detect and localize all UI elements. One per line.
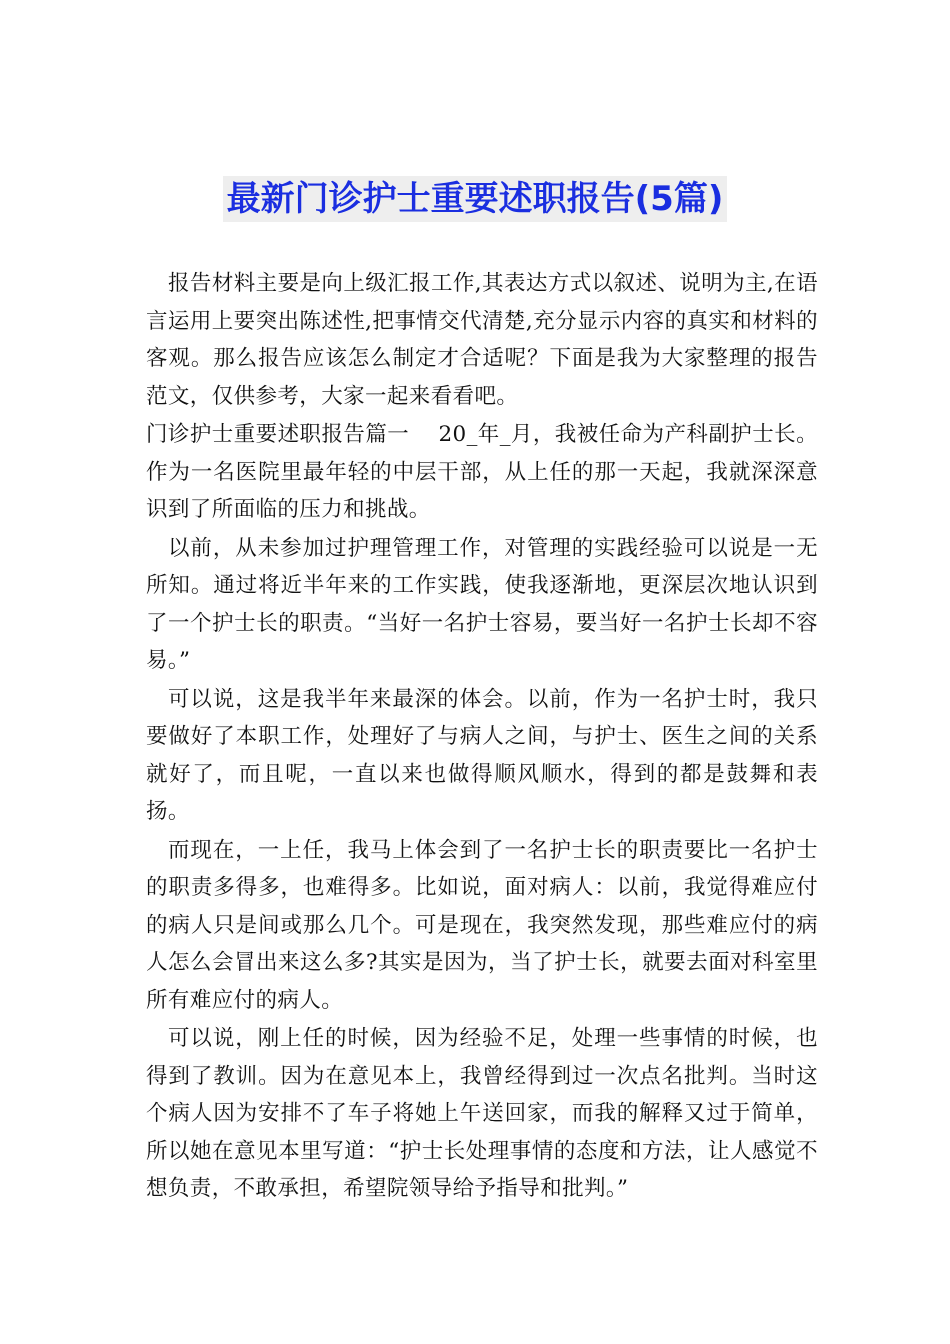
title-container	[0, 176, 950, 222]
paragraph-body: 而现在，一上任，我马上体会到了一名护士长的职责要比一名护士的职责多得多，也难得多。比如说，面对病人：以前，我觉得难应付的病人只是间或那么几个。可是现在，我突然发现，那些难应付的病人怎么会冒出来这么多?其实是因为，当了护士长，就要去面对科室里所有难应付的病人。	[146, 837, 818, 1013]
document-body	[146, 265, 818, 1208]
paragraph-body: 以前，从未参加过护理管理工作，对管理的实践经验可以说是一无所知。通过将近半年来的工作实践，使我逐渐地，更深层次地认识到了一个护士长的职责。“当好一名护士容易，要当好一名护士长却不容易。”	[146, 535, 818, 673]
document-title: 最新门诊护士重要述职报告(5篇)	[223, 176, 728, 222]
paragraph-body: 可以说，刚上任的时候，因为经验不足，处理一些事情的时候，也得到了教训。因为在意见本上，我曾经得到过一次点名批判。当时这个病人因为安排不了车子将她上午送回家，而我的解释又过于简单，所以她在意见本里写道：“护士长处理事情的态度和方法，让人感觉不想负责，不敢承担，希望院领导给予指导和批判。”	[146, 1026, 818, 1201]
paragraph-body: 可以说，这是我半年来最深的体会。以前，作为一名护士时，我只要做好了本职工作，处理好了与病人之间，与护士、医生之间的关系就好了，而且呢，一直以来也做得顺风顺水，得到的都是鼓舞和表扬。	[146, 686, 818, 824]
paragraph-section-heading: 门诊护士重要述职报告篇一 20_年_月，我被任命为产科副护士长。作为一名医院里最年轻的中层干部，从上任的那一天起，我就深深意识到了所面临的压力和挑战。	[146, 422, 818, 522]
paragraph-intro: 报告材料主要是向上级汇报工作,其表达方式以叙述、说明为主,在语言运用上要突出陈述性,把事情交代清楚,充分显示内容的真实和材料的客观。那么报告应该怎么制定才合适呢？下面是我为大家整理的报告范文，仅供参考，大家一起来看看吧。	[146, 271, 818, 409]
